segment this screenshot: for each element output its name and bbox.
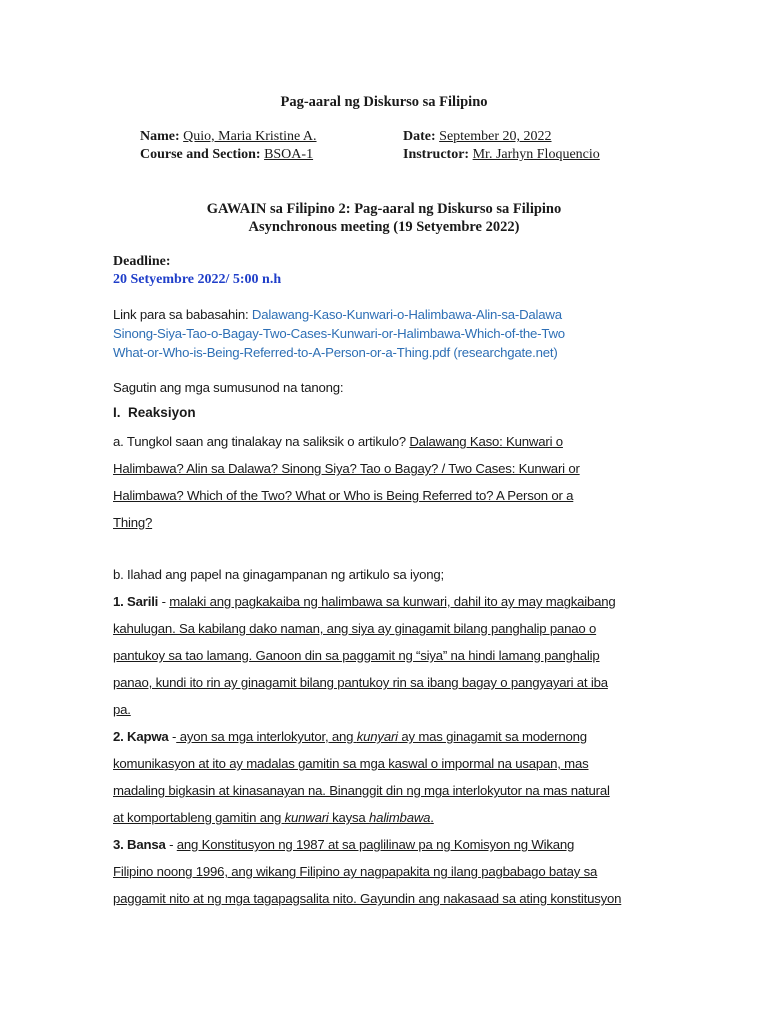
item-3-text-3: paggamit nito at ng mga tagapagsalita nito. Gayundin ang nakasaad sa ating konstitusyon bbox=[113, 891, 622, 906]
question-b-prompt: b. Ilahad ang papel na ginagampanan ng artikulo sa iyong; bbox=[113, 567, 444, 582]
reading-link-prefix: Link para sa babasahin: bbox=[113, 307, 252, 322]
item-2-text-1a: ayon sa mga interlokyutor, ang bbox=[176, 729, 357, 744]
date-label: Date: bbox=[403, 129, 436, 144]
item-2-text-1b: ay mas ginagamit sa modernong bbox=[397, 729, 587, 744]
item-1-text-3: pantukoy sa tao lamang. Ganoon din sa paggamit ng “siya” na hindi lamang panghalip bbox=[113, 648, 600, 663]
item-2-term-halimbawa: halimbawa bbox=[369, 810, 431, 825]
question-a-answer-1: Dalawang Kaso: Kunwari o bbox=[409, 434, 563, 449]
name-row bbox=[140, 129, 317, 145]
gawain-subtitle: Asynchronous meeting (19 Setyembre 2022) bbox=[248, 219, 520, 235]
section-number: I. bbox=[113, 405, 121, 420]
reading-link[interactable]: Dalawang-Kaso-Kunwari-o-Halimbawa-Alin-sa-Dalawa bbox=[251, 307, 562, 322]
course-value: BSOA-1 bbox=[264, 147, 314, 162]
instructor-value: Mr. Jarhyn Floquencio bbox=[472, 147, 600, 162]
item-2-text-4a: at komportableng gamitin ang bbox=[113, 810, 285, 825]
item-2-term-kunwari: kunwari bbox=[284, 810, 329, 825]
item-1-separator: - bbox=[158, 594, 170, 609]
date-value: September 20, 2022 bbox=[439, 129, 552, 144]
item-1-text-1: malaki ang pagkakaiba ng halimbawa sa kunwari, dahil ito ay may magkaibang bbox=[169, 594, 616, 609]
instructor-row bbox=[403, 147, 600, 163]
item-2-line-4 bbox=[113, 810, 434, 825]
question-a-answer-4: Thing? bbox=[113, 515, 153, 530]
item-2-label: 2. Kapwa bbox=[113, 729, 169, 744]
instructor-label: Instructor: bbox=[403, 147, 470, 162]
reading-link-line-1 bbox=[113, 307, 562, 322]
item-2-text-3: madaling bigkasin at kinasanayan na. Binanggit din ng mga interlokyutor na mas natural bbox=[113, 783, 610, 798]
section-title: Reaksiyon bbox=[128, 405, 196, 420]
question-a-prompt: a. Tungkol saan ang tinalakay na saliksik o artikulo? bbox=[113, 434, 410, 449]
deadline-label: Deadline: bbox=[113, 254, 171, 269]
item-2-text-4c: . bbox=[430, 810, 434, 825]
item-2-text-2: komunikasyon at ito ay madalas gamitin sa mga kaswal o impormal na usapan, mas bbox=[113, 756, 589, 771]
item-2-line-1 bbox=[113, 729, 587, 744]
item-1-label: 1. Sarili bbox=[113, 594, 159, 609]
course-row bbox=[140, 147, 313, 163]
question-a-answer-2: Halimbawa? Alin sa Dalawa? Sinong Siya? Tao o Bagay? / Two Cases: Kunwari or bbox=[113, 461, 580, 476]
item-2-term-kunyari: kunyari bbox=[356, 729, 398, 744]
name-value: Quio, Maria Kristine A. bbox=[183, 129, 317, 144]
item-1-line-1 bbox=[113, 594, 616, 609]
date-row bbox=[403, 129, 552, 145]
item-3-text-2: Filipino noong 1996, ang wikang Filipino ay nagpapakita ng ilang pagbabago batay sa bbox=[113, 864, 598, 879]
question-a-line-1 bbox=[113, 434, 563, 449]
question-a-answer-3: Halimbawa? Which of the Two? What or Who is Being Referred to? A Person or a bbox=[113, 488, 574, 503]
item-3-line-1 bbox=[113, 837, 574, 852]
item-3-label: 3. Bansa bbox=[113, 837, 166, 852]
section-heading bbox=[113, 405, 196, 420]
item-1-text-5: pa. bbox=[113, 702, 131, 717]
course-label: Course and Section: bbox=[140, 147, 261, 162]
item-2-separator: - bbox=[168, 729, 177, 744]
gawain-title: GAWAIN sa Filipino 2: Pag-aaral ng Diskurso sa Filipino bbox=[206, 201, 562, 217]
item-2-text-4b: kaysa bbox=[328, 810, 370, 825]
item-1-text-4: panao, kundi ito rin ay ginagamit bilang pantukoy rin sa ibang bagay o pangyayari at iba bbox=[113, 675, 608, 690]
deadline-value: 20 Setyembre 2022/ 5:00 n.h bbox=[113, 272, 282, 287]
name-label: Name: bbox=[140, 129, 180, 144]
item-1-text-2: kahulugan. Sa kabilang dako naman, ang siya ay ginagamit bilang panghalip panao o bbox=[113, 621, 597, 636]
item-3-separator: - bbox=[165, 837, 177, 852]
instruction-text: Sagutin ang mga sumusunod na tanong: bbox=[113, 380, 344, 395]
reading-link-line-2[interactable]: Sinong-Siya-Tao-o-Bagay-Two-Cases-Kunwari-or-Halimbawa-Which-of-the-Two bbox=[113, 326, 565, 341]
item-3-text-1: ang Konstitusyon ng 1987 at sa paglilinaw pa ng Komisyon ng Wikang bbox=[176, 837, 575, 852]
document-title: Pag-aaral ng Diskurso sa Filipino bbox=[280, 94, 488, 110]
reading-link-line-3[interactable]: What-or-Who-is-Being-Referred-to-A-Person-or-a-Thing.pdf (researchgate.net) bbox=[113, 345, 558, 360]
